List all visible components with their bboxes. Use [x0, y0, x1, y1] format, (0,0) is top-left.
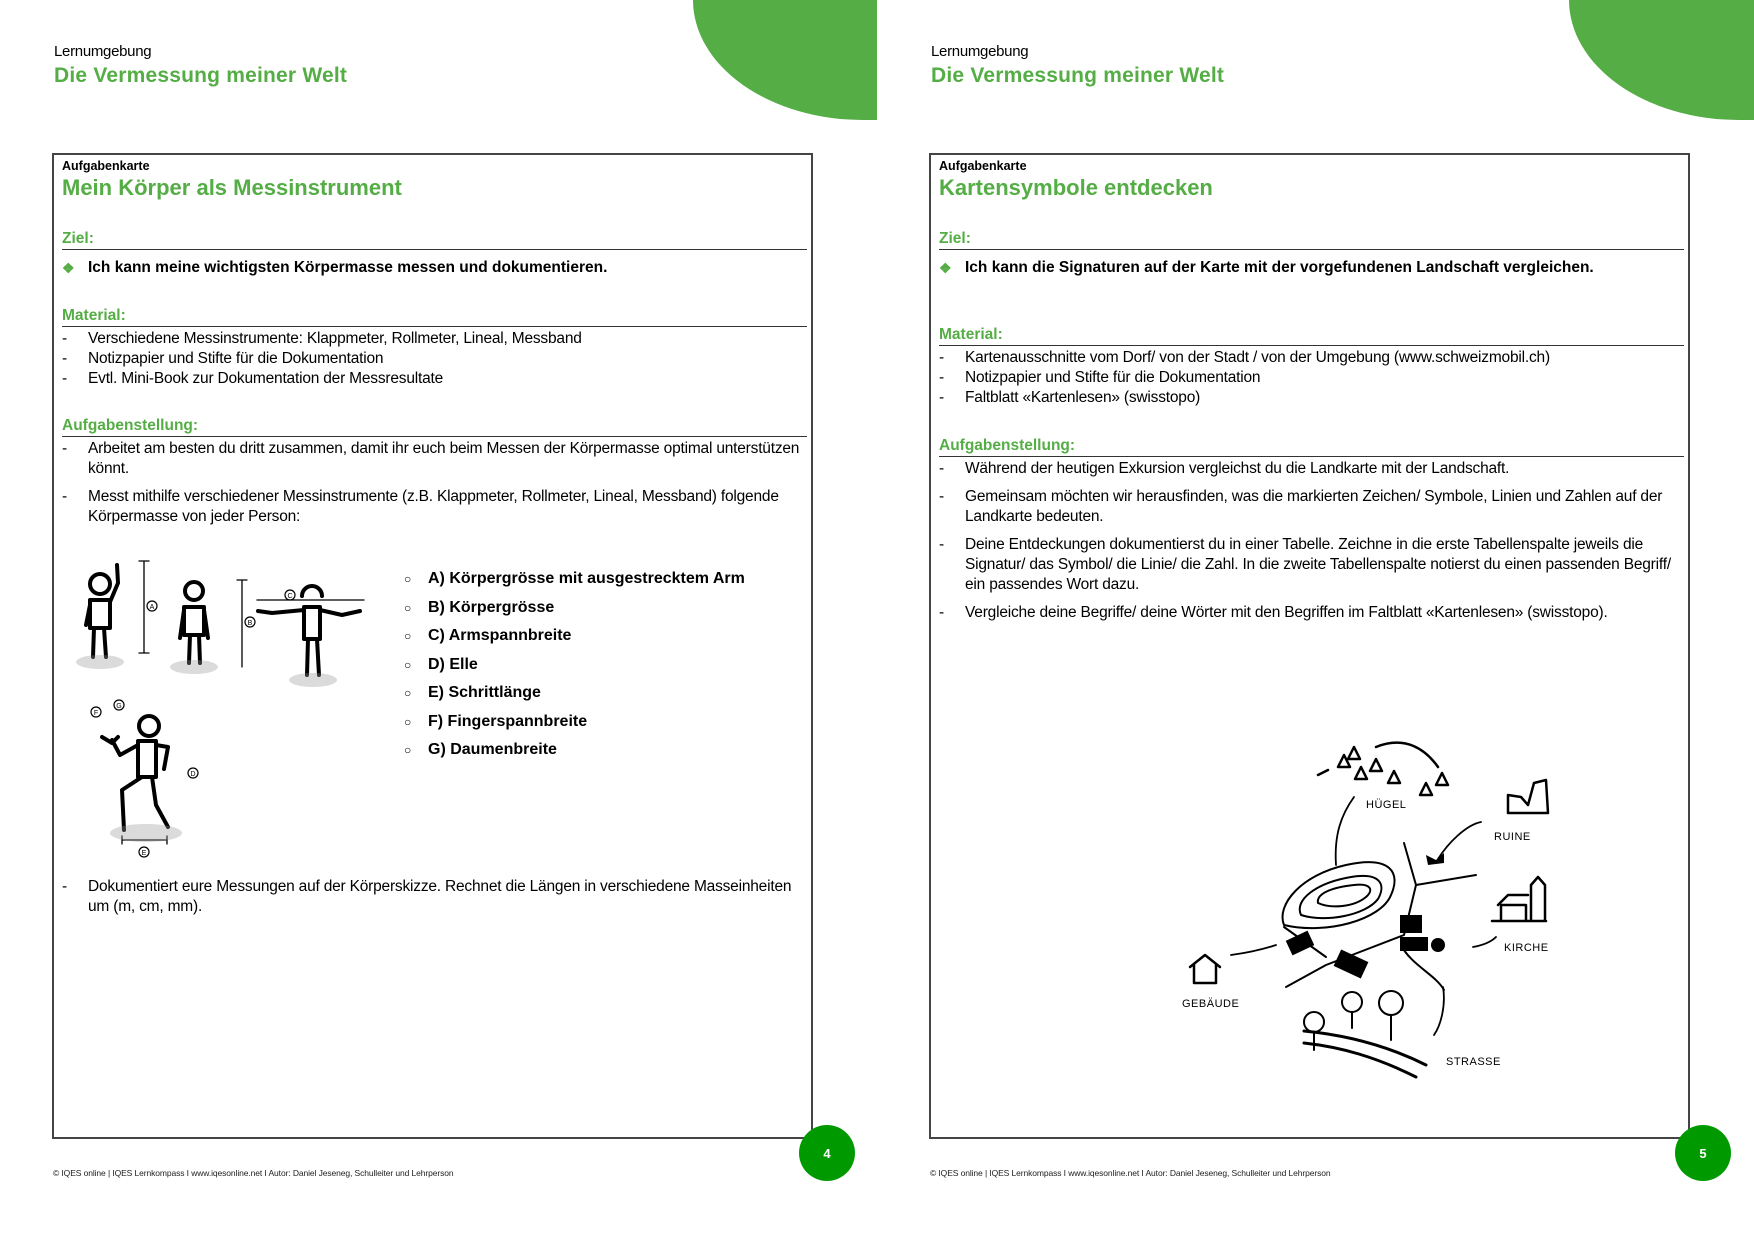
- circle-bullet-icon: ○: [404, 657, 412, 672]
- list-item: - Notizpapier und Stifte für die Dokumentation: [939, 369, 1261, 386]
- material-section: [939, 326, 1684, 408]
- task-card: [929, 153, 1690, 1139]
- arrow-icons: [1231, 797, 1496, 1035]
- green-corner-shape: [1569, 0, 1754, 120]
- material-list: [62, 329, 807, 389]
- figure-label-c: C: [287, 593, 293, 600]
- card-title: Kartensymbole entdecken: [939, 175, 1213, 200]
- goal-heading: Ziel:: [62, 230, 807, 250]
- goal-item: [939, 258, 1684, 278]
- road-lines: [1284, 843, 1476, 990]
- list-item: - Faltblatt «Kartenlesen» (swisstopo): [939, 389, 1201, 406]
- church-icon: [1492, 877, 1546, 921]
- circle-bullet-icon: ○: [404, 572, 412, 587]
- list-item: - Notizpapier und Stifte für die Dokumentation: [62, 350, 384, 367]
- material-heading: Material:: [62, 307, 807, 327]
- circle-bullet-icon: ○: [404, 600, 412, 615]
- list-item: - Vergleiche deine Begriffe/ deine Wörter mit den Begriffen im Faltblatt «Kartenlesen» (swisstopo).: [939, 604, 1608, 621]
- card-kicker: Aufgabenkarte: [939, 159, 1027, 173]
- page-5: [877, 0, 1754, 1240]
- figure-label-d: D: [190, 771, 196, 778]
- green-corner-shape: [693, 0, 877, 120]
- list-item: - Verschiedene Messinstrumente: Klappmeter, Rollmeter, Lineal, Messband: [62, 330, 582, 347]
- measure-item: ○ D) Elle: [404, 655, 478, 673]
- circle-bullet-icon: ○: [404, 629, 412, 644]
- figure-b: [180, 582, 208, 663]
- task-heading: Aufgabenstellung:: [62, 417, 807, 437]
- map-label-road: STRASSE: [1446, 1056, 1501, 1068]
- map-symbols-illustration: [1176, 725, 1576, 1085]
- task-section: [62, 417, 807, 535]
- goal-heading: Ziel:: [939, 230, 1684, 250]
- figure-dg: [102, 716, 168, 830]
- list-item: - Während der heutigen Exkursion vergleichst du die Landkarte mit der Landschaft.: [939, 460, 1510, 477]
- figure-label-e: E: [141, 850, 147, 857]
- task-section: [939, 437, 1684, 631]
- measure-item: ○ F) Fingerspannbreite: [404, 712, 588, 730]
- circle-bullet-icon: ○: [404, 743, 412, 758]
- map-label-hill: HÜGEL: [1366, 799, 1407, 811]
- page-number-badge: 5: [1675, 1125, 1731, 1181]
- map-label-ruin: RUINE: [1494, 831, 1531, 843]
- figure-c: [258, 586, 360, 675]
- body-measurement-illustration: [72, 555, 372, 865]
- goal-text: Ich kann meine wichtigsten Körpermasse messen und dokumentieren.: [88, 259, 608, 276]
- figure-label-f: F: [93, 710, 99, 717]
- goal-section: [62, 230, 807, 278]
- circle-bullet-icon: ○: [404, 686, 412, 701]
- task-card: [52, 153, 813, 1139]
- figure-label-a: A: [149, 604, 155, 611]
- list-item: - Arbeitet am besten du dritt zusammen, damit ihr euch beim Messen der Körpermasse optimal unterstützen könnt.: [62, 440, 800, 477]
- card-title: Mein Körper als Messinstrument: [62, 175, 402, 200]
- task-list: [62, 439, 807, 527]
- footer-credit: © IQES online | IQES Lernkompass I www.iqesonline.net I Autor: Daniel Jeseneg, Schulleiter und Lehrperson: [53, 1168, 454, 1178]
- figure-label-g: G: [116, 703, 122, 710]
- final-task: [62, 877, 807, 917]
- tree-icons: [1304, 991, 1403, 1050]
- list-item: - Kartenausschnitte vom Dorf/ von der Stadt / von der Umgebung (www.schweizmobil.ch): [939, 349, 1550, 366]
- footer-credit: © IQES online | IQES Lernkompass I www.iqesonline.net I Autor: Daniel Jeseneg, Schulleiter und Lehrperson: [930, 1168, 1331, 1178]
- list-item: - Evtl. Mini-Book zur Dokumentation der Messresultate: [62, 370, 444, 387]
- goal-section: [939, 230, 1684, 278]
- figure-label-b: B: [247, 620, 253, 627]
- measure-item: ○ B) Körpergrösse: [404, 598, 555, 616]
- map-label-church: KIRCHE: [1504, 942, 1549, 954]
- map-label-building: GEBÄUDE: [1182, 998, 1240, 1010]
- road-icon: [1304, 1031, 1426, 1077]
- house-icon: [1190, 955, 1220, 983]
- diamond-dots-icon: ❖: [62, 260, 75, 276]
- ruin-icon: [1508, 780, 1548, 813]
- material-heading: Material:: [939, 326, 1684, 346]
- material-section: [62, 307, 807, 389]
- goal-item: [62, 258, 807, 278]
- card-kicker: Aufgabenkarte: [62, 159, 150, 173]
- list-item: - Messt mithilfe verschiedener Messinstrumente (z.B. Klappmeter, Rollmeter, Lineal, Messband) folgende Körpermasse von jeder Person:: [62, 488, 779, 525]
- measure-item: ○ E) Schrittlänge: [404, 684, 541, 702]
- measure-item: ○ G) Daumenbreite: [404, 741, 557, 759]
- header-subtitle: Lernumgebung: [931, 43, 1029, 60]
- building-blocks: [1286, 853, 1445, 978]
- measure-item: ○ C) Armspannbreite: [404, 627, 572, 645]
- header-title: Die Vermessung meiner Welt: [54, 64, 348, 87]
- header-title: Die Vermessung meiner Welt: [931, 64, 1225, 87]
- list-item: - Dokumentiert eure Messungen auf der Körperskizze. Rechnet die Längen in verschiedene Masseinheiten um (m, cm, mm).: [62, 878, 792, 915]
- measures-list: [404, 565, 745, 765]
- header-subtitle: Lernumgebung: [54, 43, 152, 60]
- measure-item: ○ A) Körpergrösse mit ausgestrecktem Arm: [404, 570, 745, 588]
- page-number-badge: 4: [799, 1125, 855, 1181]
- figure-a: [86, 565, 118, 657]
- list-item: - Gemeinsam möchten wir herausfinden, was die markierten Zeichen/ Symbole, Linien und Zahlen auf der Landkarte bedeuten.: [939, 488, 1663, 525]
- circle-bullet-icon: ○: [404, 714, 412, 729]
- diamond-dots-icon: ❖: [939, 260, 952, 276]
- task-list: [939, 459, 1684, 623]
- task-heading: Aufgabenstellung:: [939, 437, 1684, 457]
- goal-text: Ich kann die Signaturen auf der Karte mit der vorgefundenen Landschaft vergleichen.: [965, 259, 1594, 276]
- contour-lines: [1283, 862, 1395, 928]
- material-list: [939, 348, 1684, 408]
- hill-trees-icon: [1318, 743, 1448, 795]
- list-item: - Deine Entdeckungen dokumentierst du in einer Tabelle. Zeichne in die erste Tabellenspalte jeweils die Signatur/ das Symbol/ die Linie/ die Zahl. In die zweite Tabellenspalte notierst du einen passenden Begriff/ ein passendes Wort dazu.: [939, 536, 1671, 593]
